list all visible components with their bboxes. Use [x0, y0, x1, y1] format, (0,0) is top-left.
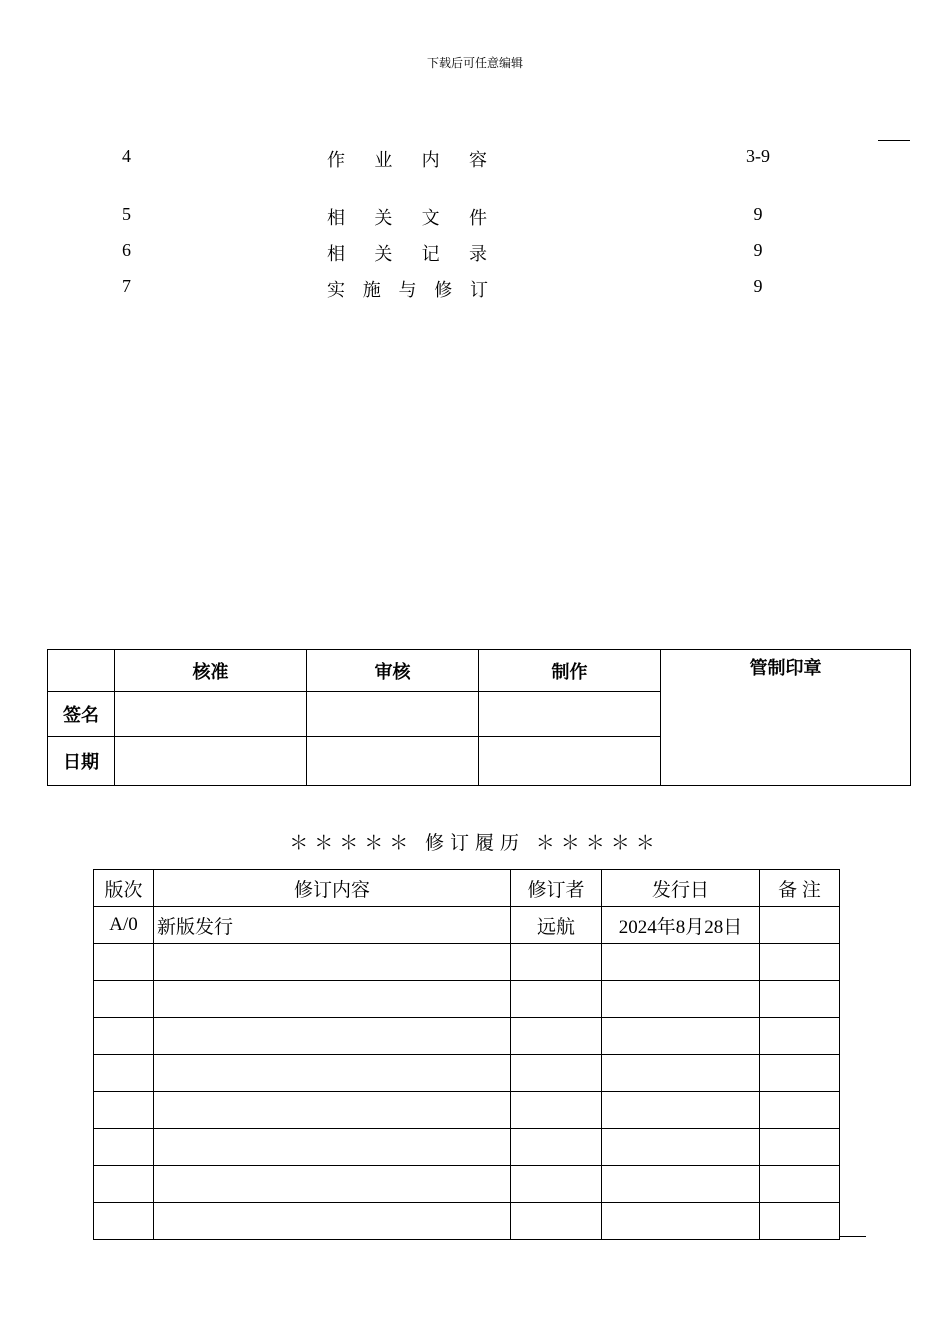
- revision-content-cell: [154, 944, 511, 981]
- row-label-date: 日期: [48, 737, 115, 786]
- history-header-row: [94, 870, 840, 907]
- date-approve-cell[interactable]: [115, 737, 307, 786]
- toc-number: 6: [122, 240, 131, 260]
- signature-prepare-cell[interactable]: [479, 692, 661, 737]
- revision-content-cell: 新版发行: [154, 907, 511, 944]
- issue-date-cell: [602, 1129, 760, 1166]
- history-row: [94, 1055, 840, 1092]
- history-row: [94, 1092, 840, 1129]
- version-cell: [94, 1018, 154, 1055]
- toc-title: 实施与修订: [327, 280, 489, 300]
- signature-approve-cell[interactable]: [115, 692, 307, 737]
- history-row: [94, 907, 840, 944]
- control-stamp-cell: 管制印章: [661, 650, 911, 786]
- table-tail-rule: [839, 1236, 866, 1237]
- remarks-cell: [760, 1203, 840, 1240]
- issue-date-cell: [602, 1203, 760, 1240]
- revision-content-cell: [154, 1166, 511, 1203]
- toc-row: [0, 146, 950, 170]
- history-row: [94, 1203, 840, 1240]
- remarks-cell: [760, 907, 840, 944]
- approval-header-approve: 核准: [115, 650, 307, 692]
- toc-number: 4: [122, 146, 131, 166]
- remarks-cell: [760, 1055, 840, 1092]
- remarks-cell: [760, 981, 840, 1018]
- history-row: [94, 1166, 840, 1203]
- header-revision-content: 修订内容: [154, 870, 511, 907]
- toc-page: 3-9: [746, 146, 770, 166]
- reviser-cell: [511, 981, 602, 1018]
- toc-row: [0, 276, 950, 300]
- reviser-cell: 远航: [511, 907, 602, 944]
- remarks-cell: [760, 1129, 840, 1166]
- reviser-cell: [511, 1203, 602, 1240]
- history-row: [94, 1018, 840, 1055]
- approval-table: [47, 649, 911, 786]
- version-cell: [94, 1092, 154, 1129]
- version-cell: [94, 1055, 154, 1092]
- reviser-cell: [511, 944, 602, 981]
- history-row: [94, 1129, 840, 1166]
- toc-page: 9: [753, 276, 763, 296]
- remarks-cell: [760, 1166, 840, 1203]
- reviser-cell: [511, 1018, 602, 1055]
- version-cell: [94, 1203, 154, 1240]
- toc-page: 9: [753, 204, 763, 224]
- remarks-cell: [760, 1092, 840, 1129]
- reviser-cell: [511, 1055, 602, 1092]
- remarks-cell: [760, 944, 840, 981]
- issue-date-cell: [602, 981, 760, 1018]
- approval-header-prepare: 制作: [479, 650, 661, 692]
- issue-date-cell: [602, 1166, 760, 1203]
- header-remarks: 备 注: [760, 870, 840, 907]
- header-version: 版次: [94, 870, 154, 907]
- toc-row: [0, 204, 950, 228]
- date-prepare-cell[interactable]: [479, 737, 661, 786]
- row-label-signature: 签名: [48, 692, 115, 737]
- revision-content-cell: [154, 1092, 511, 1129]
- issue-date-cell: [602, 1018, 760, 1055]
- toc-title: 相关记录: [327, 244, 489, 264]
- version-cell: A/0: [94, 907, 154, 944]
- signature-review-cell[interactable]: [307, 692, 479, 737]
- remarks-cell: [760, 1018, 840, 1055]
- revision-content-cell: [154, 981, 511, 1018]
- revision-history-title: ＊＊＊＊＊ 修订履历 ＊＊＊＊＊: [289, 833, 661, 854]
- date-review-cell[interactable]: [307, 737, 479, 786]
- version-cell: [94, 981, 154, 1018]
- toc-row: [0, 240, 950, 264]
- history-row: [94, 944, 840, 981]
- version-cell: [94, 1129, 154, 1166]
- header-reviser: 修订者: [511, 870, 602, 907]
- issue-date-cell: [602, 944, 760, 981]
- approval-corner-cell: [48, 650, 115, 692]
- corner-rule: [878, 140, 910, 141]
- toc-number: 5: [122, 204, 131, 224]
- header-issue-date: 发行日: [602, 870, 760, 907]
- issue-date-cell: 2024年8月28日: [602, 907, 760, 944]
- revision-history-table: [93, 869, 840, 1240]
- revision-content-cell: [154, 1129, 511, 1166]
- revision-content-cell: [154, 1018, 511, 1055]
- reviser-cell: [511, 1092, 602, 1129]
- toc-page: 9: [753, 240, 763, 260]
- version-cell: [94, 944, 154, 981]
- toc-title: 相关文件: [327, 208, 489, 228]
- issue-date-cell: [602, 1055, 760, 1092]
- issue-date-cell: [602, 1092, 760, 1129]
- history-row: [94, 981, 840, 1018]
- reviser-cell: [511, 1129, 602, 1166]
- toc-title: 作业内容: [327, 150, 489, 170]
- revision-content-cell: [154, 1055, 511, 1092]
- header-note: 下载后可任意编辑: [426, 56, 523, 70]
- reviser-cell: [511, 1166, 602, 1203]
- toc-number: 7: [122, 276, 131, 296]
- approval-header-review: 审核: [307, 650, 479, 692]
- revision-content-cell: [154, 1203, 511, 1240]
- version-cell: [94, 1166, 154, 1203]
